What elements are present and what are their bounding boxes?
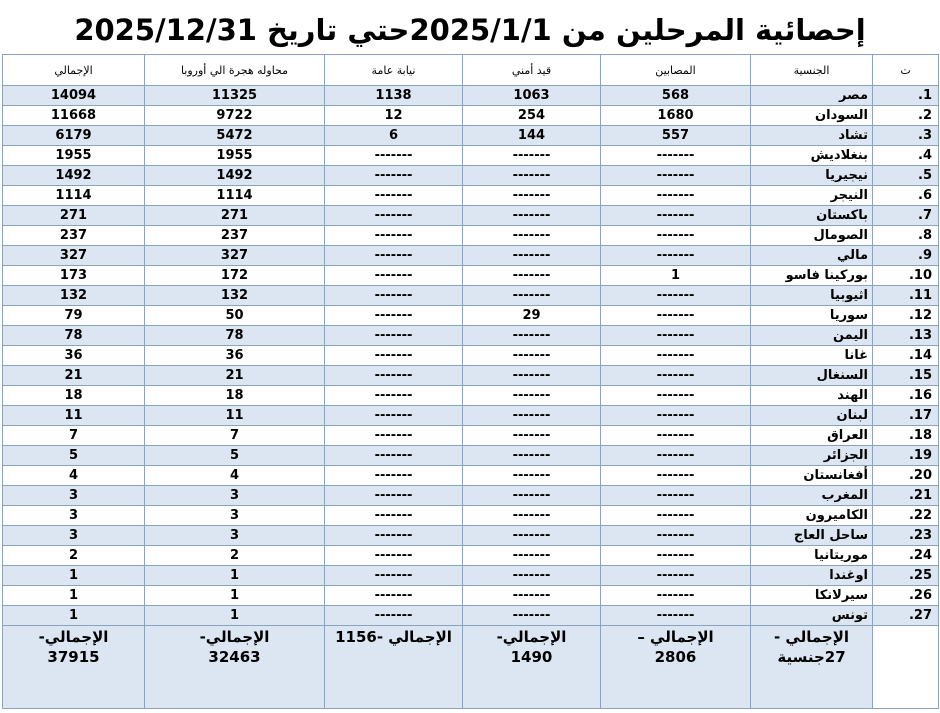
table-row xyxy=(3,526,939,546)
row-nationality: الكاميرون xyxy=(751,506,873,526)
row-index: 17. xyxy=(873,406,939,426)
table-row xyxy=(3,426,939,446)
row-security: ------- xyxy=(463,466,601,486)
totals-nationality-label: الإجمالي - xyxy=(773,628,850,646)
row-prosecution: ------- xyxy=(325,466,463,486)
row-nationality: أفغانستان xyxy=(751,466,873,486)
row-prosecution: ------- xyxy=(325,566,463,586)
row-index: 25. xyxy=(873,566,939,586)
row-security: ------- xyxy=(463,386,601,406)
row-security: ------- xyxy=(463,166,601,186)
row-security: ------- xyxy=(463,326,601,346)
totals-injured xyxy=(601,626,751,709)
row-migration: 7 xyxy=(145,426,325,446)
totals-prosecution xyxy=(325,626,463,709)
table-row xyxy=(3,346,939,366)
row-index: 3. xyxy=(873,126,939,146)
row-injured: ------- xyxy=(601,246,751,266)
row-total: 1492 xyxy=(3,166,145,186)
row-migration: 1 xyxy=(145,566,325,586)
row-security: ------- xyxy=(463,446,601,466)
row-security: ------- xyxy=(463,266,601,286)
header-injured: المصابين xyxy=(601,55,751,86)
table-row xyxy=(3,466,939,486)
row-prosecution: ------- xyxy=(325,446,463,466)
row-injured: ------- xyxy=(601,426,751,446)
table-row xyxy=(3,286,939,306)
row-total: 1 xyxy=(3,606,145,626)
row-injured: 1 xyxy=(601,266,751,286)
row-total: 18 xyxy=(3,386,145,406)
row-security: ------- xyxy=(463,426,601,446)
row-index: 2. xyxy=(873,106,939,126)
row-nationality: مالي xyxy=(751,246,873,266)
row-nationality: تشاد xyxy=(751,126,873,146)
row-migration: 237 xyxy=(145,226,325,246)
row-index: 10. xyxy=(873,266,939,286)
row-prosecution: ------- xyxy=(325,486,463,506)
row-total: 1955 xyxy=(3,146,145,166)
table-row xyxy=(3,326,939,346)
row-injured: ------- xyxy=(601,586,751,606)
row-security: ------- xyxy=(463,226,601,246)
row-index: 5. xyxy=(873,166,939,186)
row-security: ------- xyxy=(463,506,601,526)
row-migration: 1 xyxy=(145,606,325,626)
totals-index-cell xyxy=(873,626,939,709)
table-row xyxy=(3,366,939,386)
row-security: ------- xyxy=(463,526,601,546)
row-injured: ------- xyxy=(601,326,751,346)
row-total: 5 xyxy=(3,446,145,466)
row-injured: ------- xyxy=(601,386,751,406)
header-prosecution: نيابة عامة xyxy=(325,55,463,86)
row-prosecution: ------- xyxy=(325,586,463,606)
row-nationality: الصومال xyxy=(751,226,873,246)
row-nationality: السنغال xyxy=(751,366,873,386)
totals-migration xyxy=(145,626,325,709)
row-migration: 5472 xyxy=(145,126,325,146)
row-prosecution: ------- xyxy=(325,166,463,186)
row-total: 1 xyxy=(3,586,145,606)
row-total: 3 xyxy=(3,506,145,526)
row-migration: 2 xyxy=(145,546,325,566)
row-nationality: مصر xyxy=(751,86,873,106)
row-index: 9. xyxy=(873,246,939,266)
header-nationality: الجنسية xyxy=(751,55,873,86)
row-injured: ------- xyxy=(601,346,751,366)
row-nationality: بنغلاديش xyxy=(751,146,873,166)
row-total: 3 xyxy=(3,526,145,546)
row-index: 24. xyxy=(873,546,939,566)
row-nationality: الهند xyxy=(751,386,873,406)
row-prosecution: ------- xyxy=(325,206,463,226)
row-index: 21. xyxy=(873,486,939,506)
table-row xyxy=(3,566,939,586)
table-row xyxy=(3,126,939,146)
row-injured: 1680 xyxy=(601,106,751,126)
row-security: ------- xyxy=(463,206,601,226)
row-index: 7. xyxy=(873,206,939,226)
row-nationality: تونس xyxy=(751,606,873,626)
row-security: ------- xyxy=(463,346,601,366)
row-prosecution: ------- xyxy=(325,406,463,426)
row-index: 6. xyxy=(873,186,939,206)
row-prosecution: ------- xyxy=(325,286,463,306)
row-migration: 3 xyxy=(145,526,325,546)
row-migration: 1 xyxy=(145,586,325,606)
row-index: 4. xyxy=(873,146,939,166)
row-injured: ------- xyxy=(601,406,751,426)
row-total: 4 xyxy=(3,466,145,486)
header-row xyxy=(3,55,939,86)
totals-security xyxy=(463,626,601,709)
row-index: 19. xyxy=(873,446,939,466)
table-row xyxy=(3,266,939,286)
row-prosecution: ------- xyxy=(325,506,463,526)
totals-injured-value: 2806 xyxy=(654,648,697,666)
row-index: 20. xyxy=(873,466,939,486)
totals-total-label: الإجمالي- xyxy=(38,628,109,646)
row-total: 7 xyxy=(3,426,145,446)
row-injured: ------- xyxy=(601,506,751,526)
row-security: ------- xyxy=(463,586,601,606)
row-nationality: لبنان xyxy=(751,406,873,426)
row-total: 132 xyxy=(3,286,145,306)
row-index: 8. xyxy=(873,226,939,246)
row-prosecution: ------- xyxy=(325,226,463,246)
row-injured: ------- xyxy=(601,166,751,186)
totals-nationality-value: 27جنسية xyxy=(777,648,846,666)
row-security: ------- xyxy=(463,146,601,166)
table-row xyxy=(3,546,939,566)
row-injured: ------- xyxy=(601,206,751,226)
table-row xyxy=(3,406,939,426)
table-row xyxy=(3,146,939,166)
totals-migration-label: الإجمالي- xyxy=(199,628,270,646)
row-nationality: اوغندا xyxy=(751,566,873,586)
row-injured: ------- xyxy=(601,146,751,166)
row-prosecution: ------- xyxy=(325,246,463,266)
table-row xyxy=(3,506,939,526)
row-total: 14094 xyxy=(3,86,145,106)
row-migration: 3 xyxy=(145,486,325,506)
row-prosecution: ------- xyxy=(325,146,463,166)
row-prosecution: ------- xyxy=(325,266,463,286)
table-row xyxy=(3,186,939,206)
row-index: 23. xyxy=(873,526,939,546)
row-total: 79 xyxy=(3,306,145,326)
row-index: 1. xyxy=(873,86,939,106)
row-injured: ------- xyxy=(601,546,751,566)
row-injured: ------- xyxy=(601,466,751,486)
row-security: 29 xyxy=(463,306,601,326)
row-index: 15. xyxy=(873,366,939,386)
row-index: 16. xyxy=(873,386,939,406)
table-row xyxy=(3,486,939,506)
row-security: ------- xyxy=(463,546,601,566)
table-row xyxy=(3,586,939,606)
row-nationality: اثيوبيا xyxy=(751,286,873,306)
row-injured: ------- xyxy=(601,226,751,246)
row-injured: ------- xyxy=(601,306,751,326)
row-nationality: نيجيريا xyxy=(751,166,873,186)
table-row xyxy=(3,206,939,226)
row-prosecution: ------- xyxy=(325,606,463,626)
row-index: 26. xyxy=(873,586,939,606)
row-injured: ------- xyxy=(601,526,751,546)
totals-injured-label: الإجمالي – xyxy=(637,628,714,646)
row-nationality: ساحل العاج xyxy=(751,526,873,546)
row-security: 1063 xyxy=(463,86,601,106)
table-row xyxy=(3,226,939,246)
row-migration: 1114 xyxy=(145,186,325,206)
page-title: إحصائية المرحلين من 2025/1/1حتي تاريخ 2025/12/31 xyxy=(74,13,866,47)
row-security: ------- xyxy=(463,366,601,386)
row-nationality: سيرلانكا xyxy=(751,586,873,606)
row-security: ------- xyxy=(463,486,601,506)
row-migration: 5 xyxy=(145,446,325,466)
row-prosecution: ------- xyxy=(325,526,463,546)
row-total: 327 xyxy=(3,246,145,266)
header-total: الإجمالي xyxy=(3,55,145,86)
table-row xyxy=(3,386,939,406)
row-total: 11668 xyxy=(3,106,145,126)
row-prosecution: ------- xyxy=(325,366,463,386)
row-security: ------- xyxy=(463,286,601,306)
row-index: 11. xyxy=(873,286,939,306)
row-nationality: النيجر xyxy=(751,186,873,206)
row-total: 78 xyxy=(3,326,145,346)
row-injured: 557 xyxy=(601,126,751,146)
row-migration: 21 xyxy=(145,366,325,386)
totals-row xyxy=(3,626,939,709)
statistics-table xyxy=(2,54,939,709)
row-migration: 132 xyxy=(145,286,325,306)
row-nationality: اليمن xyxy=(751,326,873,346)
row-security: ------- xyxy=(463,566,601,586)
header-migration: محاوله هجرة الي أوروبا xyxy=(145,55,325,86)
row-injured: ------- xyxy=(601,486,751,506)
row-nationality: العراق xyxy=(751,426,873,446)
row-prosecution: ------- xyxy=(325,386,463,406)
table-row xyxy=(3,166,939,186)
table-row xyxy=(3,246,939,266)
row-nationality: السودان xyxy=(751,106,873,126)
row-prosecution: ------- xyxy=(325,346,463,366)
row-injured: ------- xyxy=(601,366,751,386)
row-migration: 9722 xyxy=(145,106,325,126)
table-body xyxy=(3,86,939,626)
row-security: ------- xyxy=(463,606,601,626)
row-migration: 271 xyxy=(145,206,325,226)
row-nationality: بوركينا فاسو xyxy=(751,266,873,286)
totals-nationality xyxy=(751,626,873,709)
row-total: 11 xyxy=(3,406,145,426)
row-security: ------- xyxy=(463,406,601,426)
row-total: 21 xyxy=(3,366,145,386)
row-security: 144 xyxy=(463,126,601,146)
header-index: ت xyxy=(873,55,939,86)
row-prosecution: 1138 xyxy=(325,86,463,106)
table-row xyxy=(3,306,939,326)
row-index: 14. xyxy=(873,346,939,366)
row-total: 1114 xyxy=(3,186,145,206)
totals-total-value: 37915 xyxy=(47,648,100,666)
row-migration: 50 xyxy=(145,306,325,326)
row-prosecution: ------- xyxy=(325,306,463,326)
row-security: ------- xyxy=(463,186,601,206)
row-nationality: باكستان xyxy=(751,206,873,226)
row-total: 2 xyxy=(3,546,145,566)
row-index: 27. xyxy=(873,606,939,626)
row-prosecution: ------- xyxy=(325,426,463,446)
row-migration: 36 xyxy=(145,346,325,366)
totals-prosecution-label: الإجمالي -1156 xyxy=(335,628,452,646)
totals-security-label: الإجمالي- xyxy=(496,628,567,646)
row-total: 36 xyxy=(3,346,145,366)
row-total: 6179 xyxy=(3,126,145,146)
row-prosecution: 6 xyxy=(325,126,463,146)
table-row xyxy=(3,86,939,106)
row-migration: 1492 xyxy=(145,166,325,186)
row-migration: 4 xyxy=(145,466,325,486)
row-total: 1 xyxy=(3,566,145,586)
row-migration: 11 xyxy=(145,406,325,426)
table-row xyxy=(3,606,939,626)
row-total: 3 xyxy=(3,486,145,506)
header-security: قيد أمني xyxy=(463,55,601,86)
row-nationality: المغرب xyxy=(751,486,873,506)
row-index: 18. xyxy=(873,426,939,446)
row-nationality: غانا xyxy=(751,346,873,366)
totals-migration-value: 32463 xyxy=(208,648,261,666)
row-injured: ------- xyxy=(601,186,751,206)
row-injured: 568 xyxy=(601,86,751,106)
row-prosecution: ------- xyxy=(325,186,463,206)
table-row xyxy=(3,446,939,466)
row-prosecution: ------- xyxy=(325,546,463,566)
row-injured: ------- xyxy=(601,446,751,466)
row-nationality: موريتانيا xyxy=(751,546,873,566)
row-migration: 18 xyxy=(145,386,325,406)
row-migration: 3 xyxy=(145,506,325,526)
row-migration: 327 xyxy=(145,246,325,266)
row-total: 271 xyxy=(3,206,145,226)
row-injured: ------- xyxy=(601,566,751,586)
totals-security-value: 1490 xyxy=(510,648,553,666)
row-prosecution: 12 xyxy=(325,106,463,126)
row-security: ------- xyxy=(463,246,601,266)
table-row xyxy=(3,106,939,126)
row-migration: 11325 xyxy=(145,86,325,106)
row-nationality: الجزائر xyxy=(751,446,873,466)
row-security: 254 xyxy=(463,106,601,126)
row-index: 22. xyxy=(873,506,939,526)
row-nationality: سوريا xyxy=(751,306,873,326)
totals-total xyxy=(3,626,145,709)
row-migration: 172 xyxy=(145,266,325,286)
row-prosecution: ------- xyxy=(325,326,463,346)
row-index: 12. xyxy=(873,306,939,326)
row-migration: 78 xyxy=(145,326,325,346)
row-index: 13. xyxy=(873,326,939,346)
row-total: 237 xyxy=(3,226,145,246)
row-total: 173 xyxy=(3,266,145,286)
row-injured: ------- xyxy=(601,286,751,306)
row-migration: 1955 xyxy=(145,146,325,166)
row-injured: ------- xyxy=(601,606,751,626)
